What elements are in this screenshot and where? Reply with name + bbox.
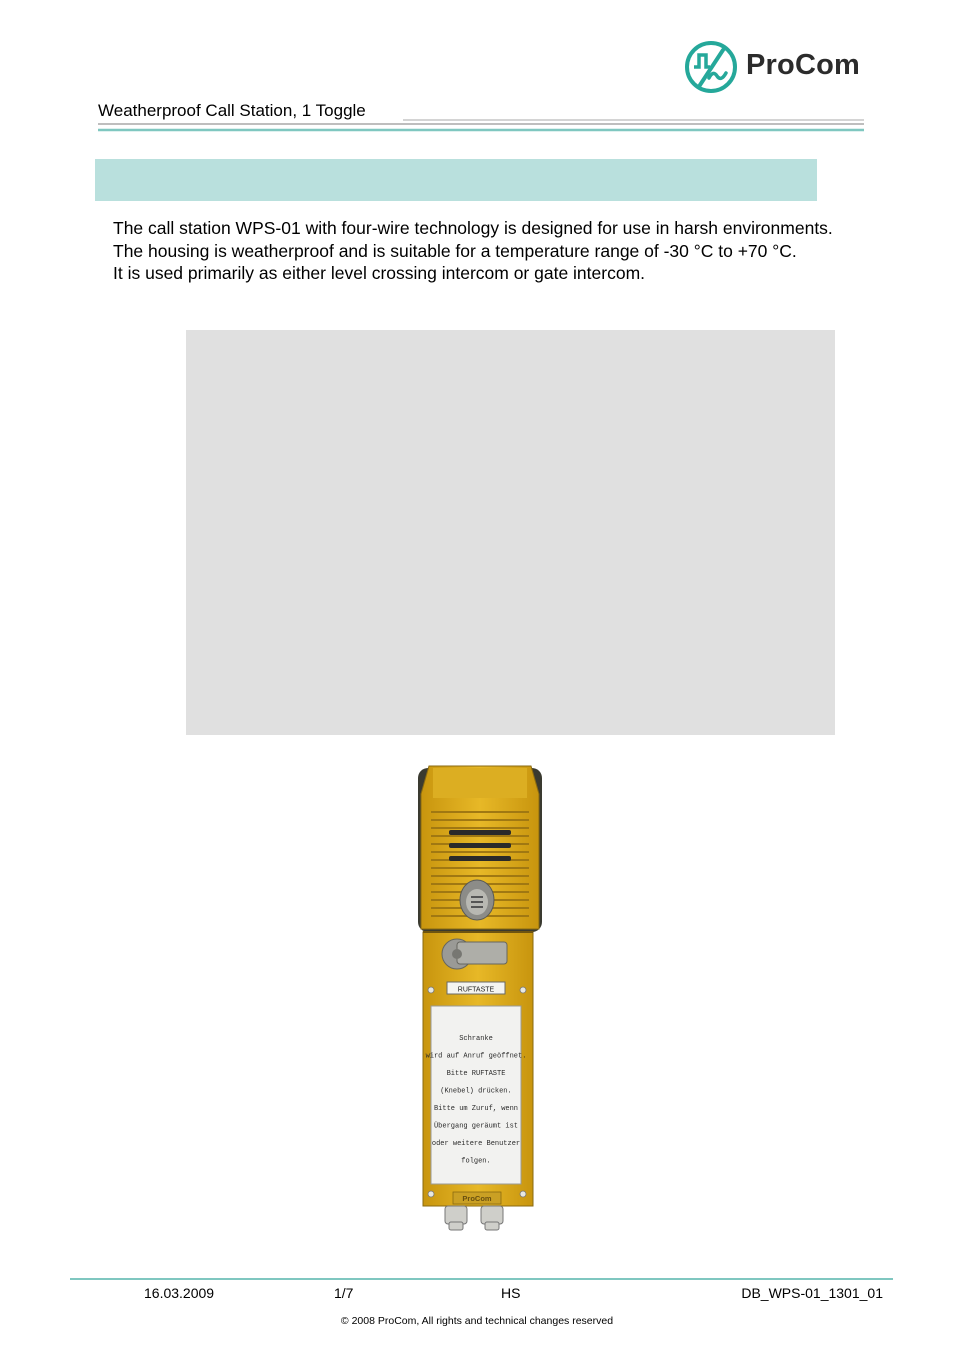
brand-plate-text: ProCom [462,1194,492,1203]
section-heading-band [95,159,817,201]
procom-logo [684,38,866,96]
product-photo [415,764,545,1234]
image-placeholder [186,330,835,735]
sign-line-text: Schranke [459,1035,493,1043]
sign-line-text: wird auf Anruf geöffnet. [425,1052,527,1061]
intro-text [113,217,853,285]
header-divider [98,119,864,133]
sign-line-text: Bitte um Zuruf, wenn [433,1105,519,1113]
sign-line-text: Bitte RUFTASTE [446,1070,506,1078]
sign-line-text: folgen. [461,1157,491,1166]
footer-date: 16.03.2009 [144,1285,215,1301]
footer-author: HS [501,1285,521,1301]
document-title: Weatherproof Call Station, 1 Toggle [98,101,366,120]
button-label-text: RUFTASTE [457,986,495,994]
sign-line-text: Übergang geräumt ist [433,1122,519,1131]
intro-paragraph: The call station WPS-01 with four-wire technology is designed for use in harsh environments. The housing is weatherproof and is suitable for a temperature range of -30 °C to +70 °C. [113,218,833,261]
sign-line-text: (Knebel) drücken. [440,1087,512,1096]
logo-wordmark: ProCom [746,49,860,81]
intro-paragraph: It is used primarily as either level crossing intercom or gate intercom. [113,263,646,283]
copyright-notice: © 2008 ProCom, All rights and technical changes reserved [340,1315,614,1327]
footer-page-number: 1/7 [334,1285,354,1301]
footer-document-id: DB_WPS-01_1301_01 [741,1285,883,1301]
footer-divider [70,1278,893,1280]
procom-signal-icon [684,40,738,94]
sign-line-text: oder weitere Benutzer [431,1140,521,1148]
